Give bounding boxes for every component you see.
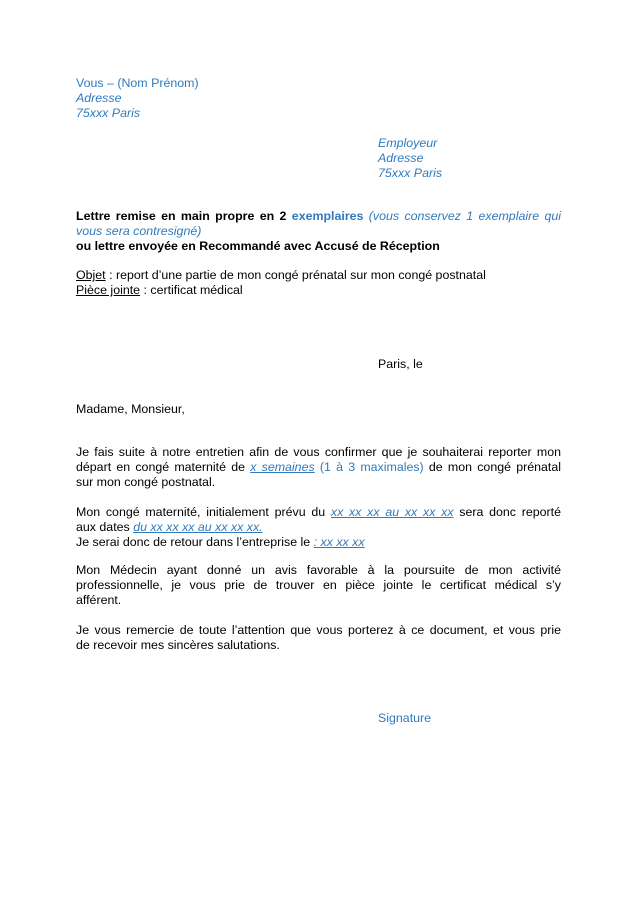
subject-block — [76, 268, 486, 298]
sender-address: Adresse — [76, 91, 122, 105]
sender-block — [76, 76, 199, 121]
recipient-block — [378, 136, 442, 181]
subject-label: Objet — [76, 268, 106, 282]
delivery-line-3: ou lettre envoyée en Recommandé avec Accusé de Réception — [76, 239, 440, 253]
attachment-line: Pièce jointe : certificat médical — [76, 283, 243, 297]
delivery-mode — [76, 209, 561, 254]
weeks-placeholder: x semaines — [250, 460, 315, 474]
sender-name: Vous – (Nom Prénom) — [76, 76, 199, 90]
delivery-line-1: Lettre remise en main propre en 2 exemplaires (vous conservez 1 exemplaire qui — [76, 209, 561, 223]
attachment-label: Pièce jointe — [76, 283, 141, 297]
return-date-placeholder: : xx xx xx — [313, 535, 365, 549]
salutation: Madame, Monsieur, — [76, 402, 185, 416]
paragraph-2: Mon congé maternité, initialement prévu du xx xx xx au xx xx xx sera donc reporté aux dates du xx xx xx au xx xx xx. Je serai donc de retour dans l’entreprise le : xx xx xx — [76, 505, 562, 549]
place-date: Paris, le — [378, 357, 423, 371]
initial-dates-placeholder: xx xx xx au xx xx xx — [330, 505, 454, 519]
new-dates-placeholder: du xx xx xx au xx xx xx. — [133, 520, 263, 534]
recipient-name: Employeur — [378, 136, 438, 150]
subject-line: Objet : report d’une partie de mon congé prénatal sur mon congé postnatal — [76, 268, 486, 282]
recipient-address: Adresse — [378, 151, 424, 165]
paragraph-4: Je vous remercie de toute l’attention que vous porterez à ce document, et vous prie de recevoir mes sincères salutations. — [76, 623, 561, 652]
signature: Signature — [378, 711, 432, 725]
sender-city: 75xxx Paris — [76, 106, 141, 120]
paragraph-3: Mon Médecin ayant donné un avis favorable à la poursuite de mon activité professionnelle, je vous prie de trouver en pièce jointe le certificat médical s’y afférent. — [76, 563, 561, 607]
recipient-city: 75xxx Paris — [378, 166, 443, 180]
paragraph-1: Je fais suite à notre entretien afin de vous confirmer que je souhaiterai reporter mon départ en congé maternité de x semaines (1 à 3 maximales) de mon congé prénatal sur mon congé postnatal. — [76, 445, 561, 489]
delivery-line-2: vous sera contresigné) — [76, 224, 202, 238]
